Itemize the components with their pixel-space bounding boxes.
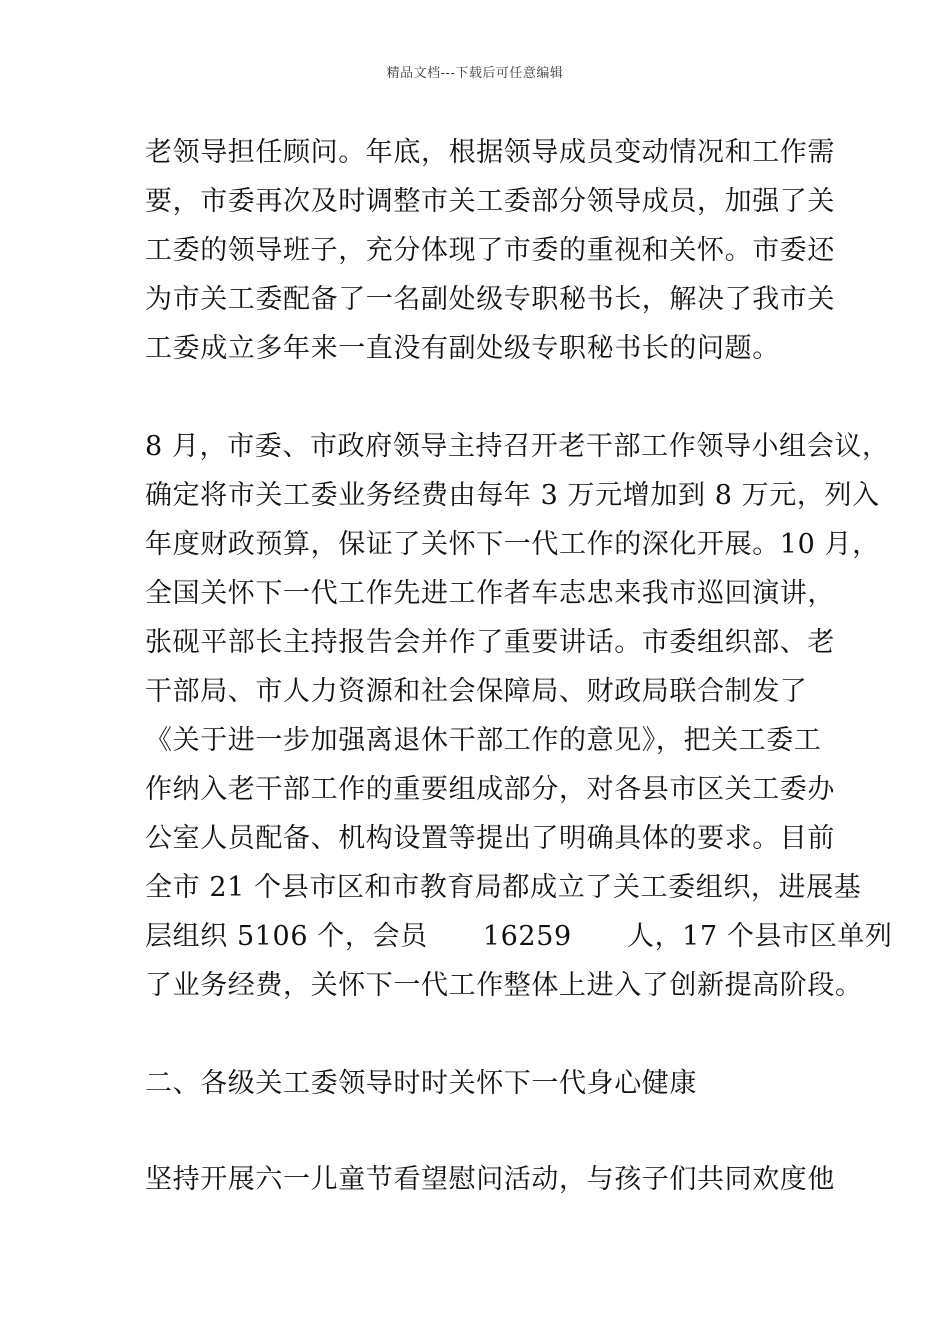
text-line: 要，市委再次及时调整市关工委部分领导成员，加强了关 [145,186,835,217]
text-line: 坚持开展六一儿童节看望慰问活动，与孩子们共同欢度他 [145,1164,835,1195]
paragraph-spacer [145,1010,825,1059]
document-body [145,128,893,1204]
section-heading [145,1059,825,1108]
paragraph-3 [145,1155,835,1204]
text-line: 作纳入老干部工作的重要组成部分，对各县市区关工委办 [145,774,835,805]
text-line: 确定将市关工委业务经费由每年 3 万元增加到 8 万元，列入 [145,480,880,511]
text-line: 为市关工委配备了一名副处级专职秘书长，解决了我市关 [145,284,835,315]
paragraph-2 [145,422,893,1010]
paragraph-spacer [145,1108,825,1155]
text-line: 年度财政预算，保证了关怀下一代工作的深化开展。10 月， [145,529,880,560]
text-line: 层组织 5106 个，会员 16259 人，17 个县市区单列 [145,921,893,952]
heading-text: 二、各级关工委领导时时关怀下一代身心健康 [145,1068,697,1099]
text-line: 老领导担任顾问。年底，根据领导成员变动情况和工作需 [145,137,835,168]
paragraph-spacer [145,373,825,422]
page-header: 精品文档---下载后可任意编辑 [386,66,564,81]
text-line: 8 月，市委、市政府领导主持召开老干部工作领导小组会议， [145,431,890,462]
text-line: 干部局、市人力资源和社会保障局、财政局联合制发了 [145,676,808,707]
text-line: 公室人员配备、机构设置等提出了明确具体的要求。目前 [145,823,835,854]
text-line: 全国关怀下一代工作先进工作者车志忠来我市巡回演讲， [145,578,835,609]
paragraph-1 [145,128,835,373]
text-line: 张砚平部长主持报告会并作了重要讲话。市委组织部、老 [145,627,835,658]
text-line: 工委成立多年来一直没有副处级专职秘书长的问题。 [145,333,780,364]
text-line: 工委的领导班子，充分体现了市委的重视和关怀。市委还 [145,235,835,266]
text-line: 全市 21 个县市区和市教育局都成立了关工委组织，进展基 [145,872,862,903]
text-line: 《关于进一步加强离退休干部工作的意见》，把关工委工 [145,725,822,756]
text-line: 了业务经费，关怀下一代工作整体上进入了创新提高阶段。 [145,970,863,1001]
